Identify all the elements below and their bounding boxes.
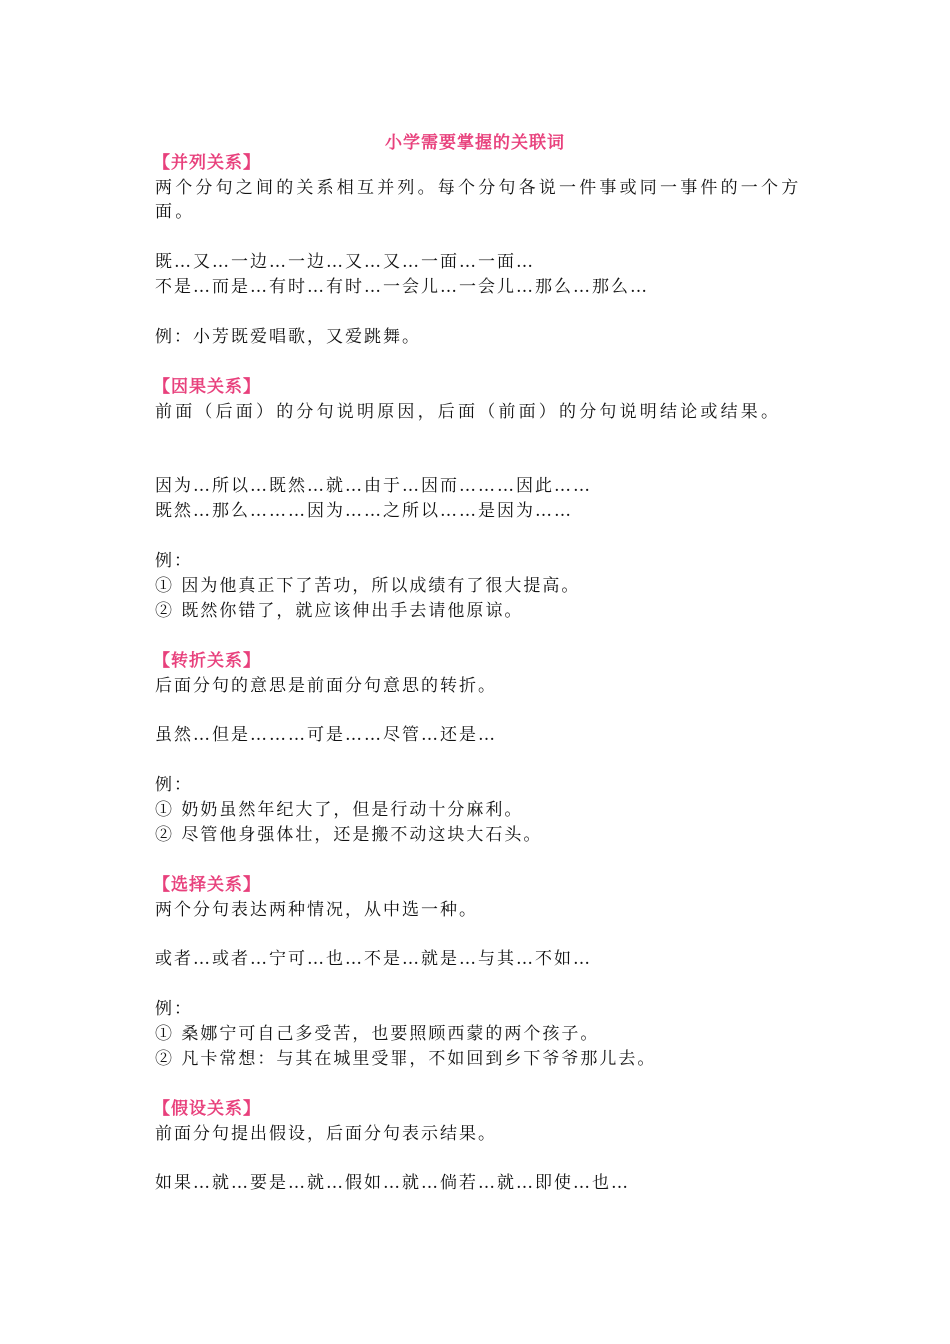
example-adversative-2: ② 尽管他身强体壮，还是搬不动这块大石头。	[155, 825, 543, 845]
example-causal-2: ② 既然你错了，就应该伸出手去请他原谅。	[155, 601, 524, 621]
example-label-adversative: 例：	[155, 775, 193, 795]
conjunction-list-adversative: 虽然…但是………可是……尽管…还是…	[155, 725, 497, 745]
conjunction-list-parallel-1: 既…又…一边…一边…又…又…一面…一面…	[155, 252, 535, 272]
example-causal-1: ① 因为他真正下了苦功，所以成绩有了很大提高。	[155, 576, 581, 596]
conjunction-list-hypothetical: 如果…就…要是…就…假如…就…倘若…就…即使…也…	[155, 1173, 630, 1193]
section-heading-alternative: 【选择关系】	[153, 875, 261, 895]
section-heading-parallel: 【并列关系】	[153, 153, 261, 173]
section-heading-hypothetical: 【假设关系】	[153, 1099, 261, 1119]
section-description-adversative: 后面分句的意思是前面分句意思的转折。	[155, 676, 497, 696]
section-heading-causal: 【因果关系】	[153, 377, 261, 397]
section-description-parallel: 两个分句之间的关系相互并列。每个分句各说一件事或同一事件的一个方面。	[155, 178, 802, 222]
conjunction-list-alternative: 或者…或者…宁可…也…不是…就是…与其…不如…	[155, 949, 592, 969]
page-title: 小学需要掌握的关联词	[385, 133, 565, 153]
example-parallel: 例：小芳既爱唱歌，又爱跳舞。	[155, 327, 421, 347]
section-description-alternative: 两个分句表达两种情况，从中选一种。	[155, 900, 478, 920]
conjunction-list-parallel-2: 不是…而是…有时…有时…一会儿…一会儿…那么…那么…	[155, 277, 649, 297]
example-alternative-2: ② 凡卡常想：与其在城里受罪，不如回到乡下爷爷那儿去。	[155, 1049, 657, 1069]
conjunction-list-causal-1: 因为…所以…既然…就…由于…因而………因此……	[155, 476, 592, 496]
example-label-causal: 例：	[155, 551, 193, 571]
section-heading-adversative: 【转折关系】	[153, 651, 261, 671]
example-alternative-1: ① 桑娜宁可自己多受苦，也要照顾西蒙的两个孩子。	[155, 1024, 600, 1044]
example-label-alternative: 例：	[155, 999, 193, 1019]
example-adversative-1: ① 奶奶虽然年纪大了，但是行动十分麻利。	[155, 800, 524, 820]
conjunction-list-causal-2: 既然…那么………因为……之所以……是因为……	[155, 501, 573, 521]
section-description-causal: 前面（后面）的分句说明原因，后面（前面）的分句说明结论或结果。	[155, 402, 782, 422]
section-description-hypothetical: 前面分句提出假设，后面分句表示结果。	[155, 1124, 497, 1144]
